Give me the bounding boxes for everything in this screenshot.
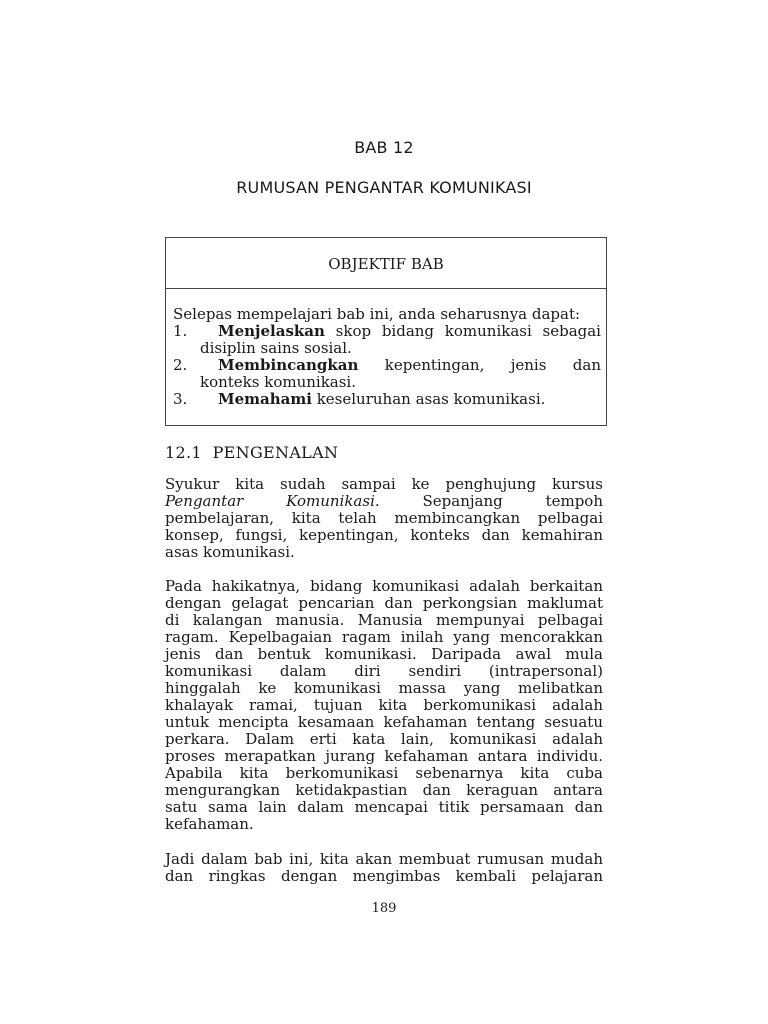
section-title: PENGENALAN: [212, 443, 339, 462]
paragraph-line: kefahaman.: [165, 815, 254, 833]
paragraph-line: Syukur kita sudah sampai ke penghujung kursus: [165, 475, 603, 493]
objective-item: [218, 357, 601, 374]
objective-continuation: konteks komunikasi.: [200, 373, 356, 391]
paragraph-line: perkara. Dalam erti kata lain, komunikasi adalah: [165, 730, 603, 748]
paragraph-line: jenis dan bentuk komunikasi. Daripada awal mula: [165, 645, 603, 663]
paragraph-line: asas komunikasi.: [165, 543, 295, 561]
objective-text: kepentingan, jenis dan: [384, 356, 601, 374]
paragraph-line: dengan gelagat pencarian dan perkongsian maklumat: [165, 594, 603, 612]
paragraph-line: ragam. Kepelbagaian ragam inilah yang mencorakkan: [165, 628, 603, 646]
section-heading: [165, 443, 338, 462]
objective-item: [218, 391, 545, 408]
paragraph-line: komunikasi dalam diri sendiri (intrapersonal): [165, 662, 603, 680]
objectives-divider: [166, 288, 606, 289]
objective-verb: Menjelaskan: [218, 322, 325, 340]
paragraph-line: di kalangan manusia. Manusia mempunyai pelbagai: [165, 611, 603, 629]
objective-item: [218, 323, 601, 340]
chapter-title: RUMUSAN PENGANTAR KOMUNIKASI: [236, 178, 532, 197]
objectives-box: [165, 237, 607, 426]
paragraph-line: [165, 493, 603, 510]
objective-verb: Memahami: [218, 390, 312, 408]
paragraph-line: khalayak ramai, tujuan kita berkomunikasi adalah: [165, 696, 603, 714]
paragraph-line: Jadi dalam bab ini, kita akan membuat rumusan mudah: [165, 850, 603, 868]
paragraph-line: hinggalah ke komunikasi massa yang melibatkan: [165, 679, 603, 697]
objective-continuation: disiplin sains sosial.: [200, 339, 352, 357]
paragraph-line: satu sama lain dalam mencapai titik persamaan dan: [165, 798, 603, 816]
page-number: 189: [371, 901, 397, 916]
paragraph-line: konsep, fungsi, kepentingan, konteks dan kemahiran: [165, 526, 603, 544]
chapter-label: BAB 12: [354, 138, 414, 157]
objective-number: 2.: [173, 356, 188, 374]
objective-number: 3.: [173, 390, 188, 408]
objective-verb: Membincangkan: [218, 356, 359, 374]
objective-number: 1.: [173, 322, 188, 340]
paragraph-line: Pada hakikatnya, bidang komunikasi adalah berkaitan: [165, 577, 603, 595]
paragraph-text: Sepanjang tempoh: [422, 492, 603, 510]
paragraph-line: mengurangkan ketidakpastian dan keraguan antara: [165, 781, 603, 799]
objectives-intro: Selepas mempelajari bab ini, anda seharusnya dapat:: [173, 305, 581, 323]
paragraph-line: dan ringkas dengan mengimbas kembali pelajaran: [165, 867, 603, 885]
paragraph-line: proses merapatkan jurang kefahaman antara individu.: [165, 747, 603, 765]
objective-text: keseluruhan asas komunikasi.: [316, 390, 546, 408]
paragraph-line: untuk mencipta kesamaan kefahaman tentang sesuatu: [165, 713, 603, 731]
objective-text: skop bidang komunikasi sebagai: [335, 322, 601, 340]
course-name: Pengantar Komunikasi.: [165, 492, 380, 510]
objectives-title: OBJEKTIF BAB: [328, 255, 444, 273]
section-number: 12.1: [165, 443, 202, 462]
paragraph-line: pembelajaran, kita telah membincangkan pelbagai: [165, 509, 603, 527]
paragraph-line: Apabila kita berkomunikasi sebenarnya kita cuba: [165, 764, 603, 782]
